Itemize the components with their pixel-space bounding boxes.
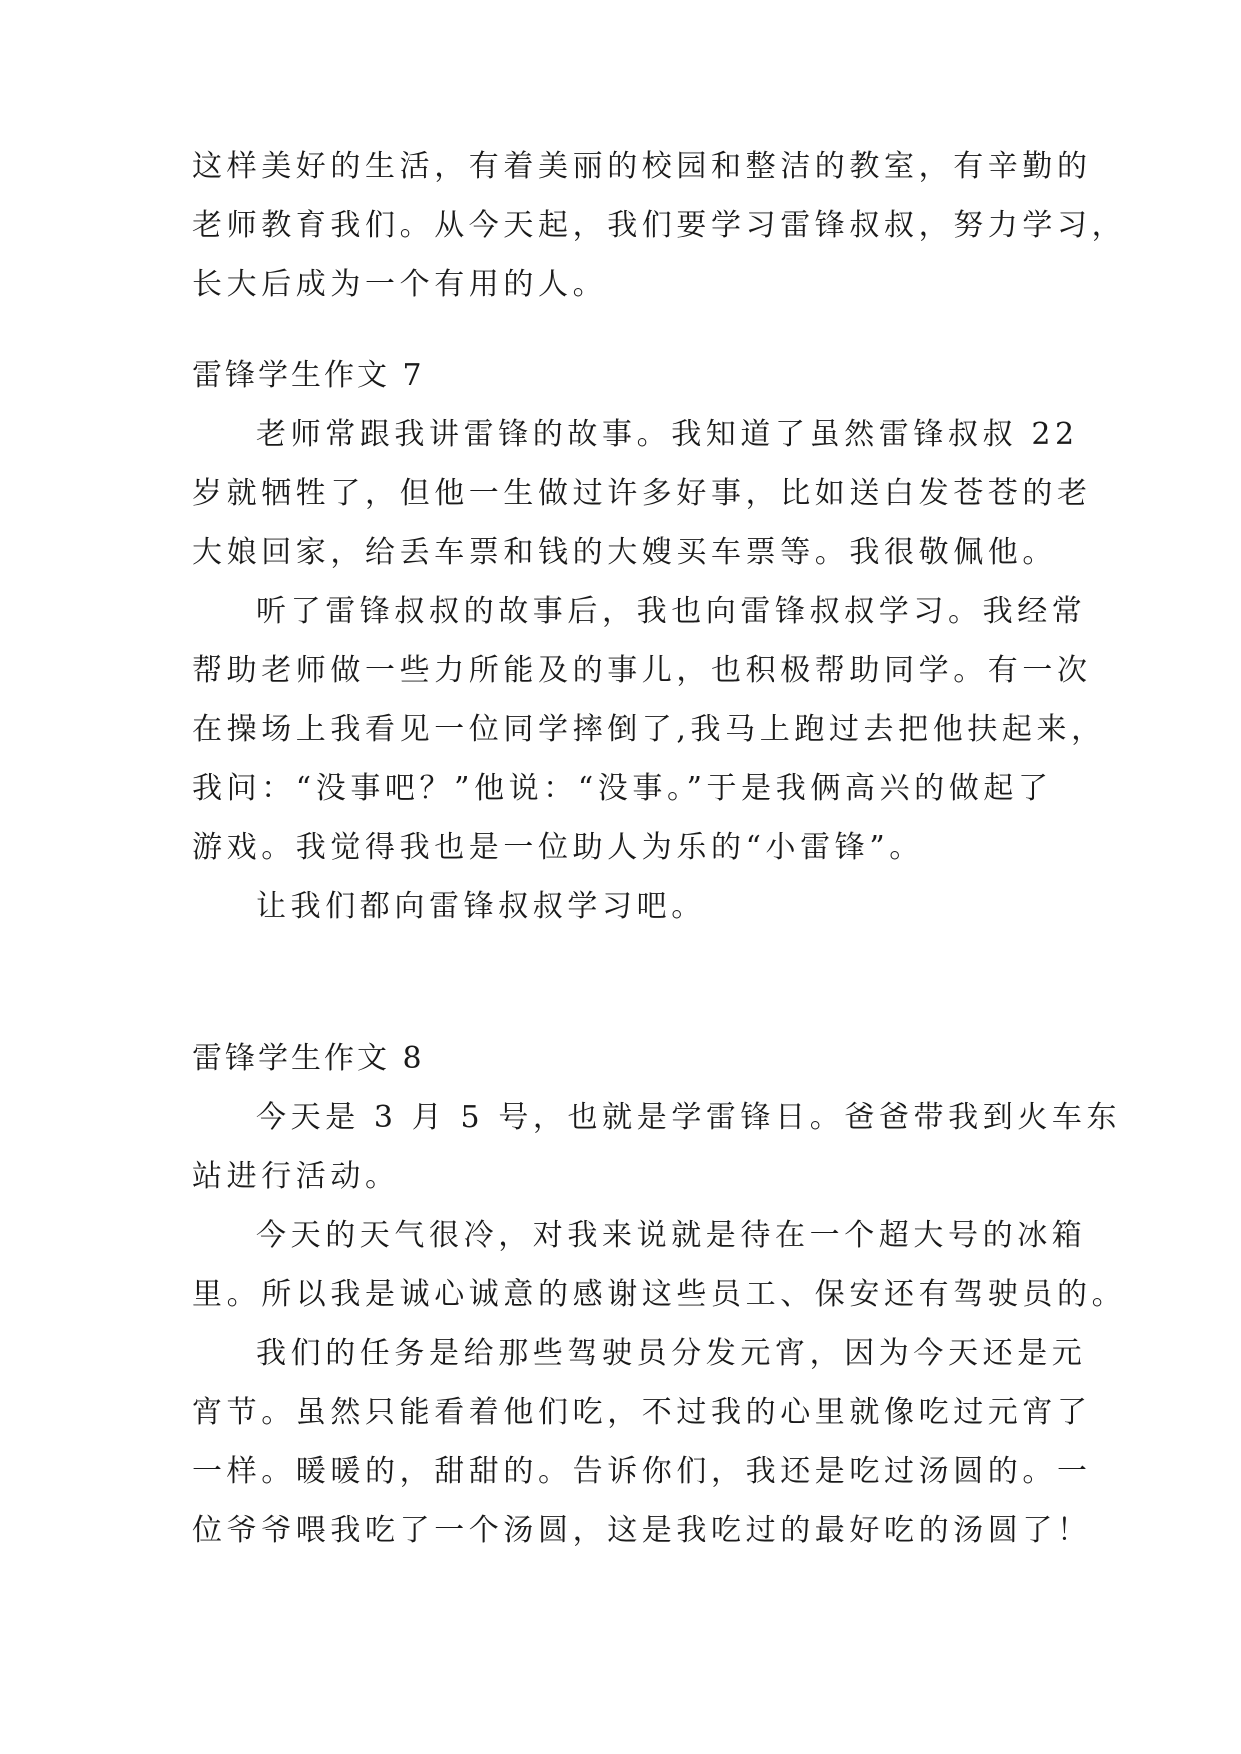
text-line: 游戏。我觉得我也是一位助人为乐的“小雷锋”。 — [192, 830, 924, 865]
text-line: 大娘回家，给丢车票和钱的大嫂买车票等。我很敬佩他。 — [192, 535, 1057, 570]
text-line: 听了雷锋叔叔的故事后，我也向雷锋叔叔学习。我经常 — [256, 594, 1087, 629]
text-line: 我问：“没事吧？”他说：“没事。”于是我俩高兴的做起了 — [192, 771, 1053, 806]
text-line: 一样。暖暖的，甜甜的。告诉你们，我还是吃过汤圆的。一 — [192, 1454, 1092, 1489]
text-line: 这样美好的生活，有着美丽的校园和整洁的教室，有辛勤的 — [192, 149, 1092, 184]
text-line: 今天的天气很冷，对我来说就是待在一个超大号的冰箱 — [256, 1218, 1087, 1253]
text-line: 老师教育我们。从今天起，我们要学习雷锋叔叔，努力学习， — [192, 208, 1127, 243]
text-line: 我们的任务是给那些驾驶员分发元宵，因为今天还是元 — [256, 1336, 1087, 1371]
text-line: 老师常跟我讲雷锋的故事。我知道了虽然雷锋叔叔 22 — [256, 417, 1079, 452]
text-line: 帮助老师做一些力所能及的事儿，也积极帮助同学。有一次 — [192, 653, 1092, 688]
text-line: 今天是 3 月 5 号，也就是学雷锋日。爸爸带我到火车东 — [256, 1100, 1122, 1135]
section-title: 雷锋学生作文 7 — [192, 358, 425, 393]
text-line: 岁就牺牲了，但他一生做过许多好事，比如送白发苍苍的老 — [192, 476, 1092, 511]
text-line: 宵节。虽然只能看着他们吃，不过我的心里就像吃过元宵了 — [192, 1395, 1092, 1430]
text-line: 里。所以我是诚心诚意的感谢这些员工、保安还有驾驶员的。 — [192, 1277, 1127, 1312]
text-line: 位爷爷喂我吃了一个汤圆，这是我吃过的最好吃的汤圆了！ — [192, 1513, 1092, 1548]
text-line: 在操场上我看见一位同学摔倒了,我马上跑过去把他扶起来， — [192, 712, 1106, 747]
text-line: 长大后成为一个有用的人。 — [192, 267, 608, 302]
text-line: 让我们都向雷锋叔叔学习吧。 — [256, 889, 706, 924]
section-title: 雷锋学生作文 8 — [192, 1041, 425, 1076]
text-line: 站进行活动。 — [192, 1159, 400, 1194]
